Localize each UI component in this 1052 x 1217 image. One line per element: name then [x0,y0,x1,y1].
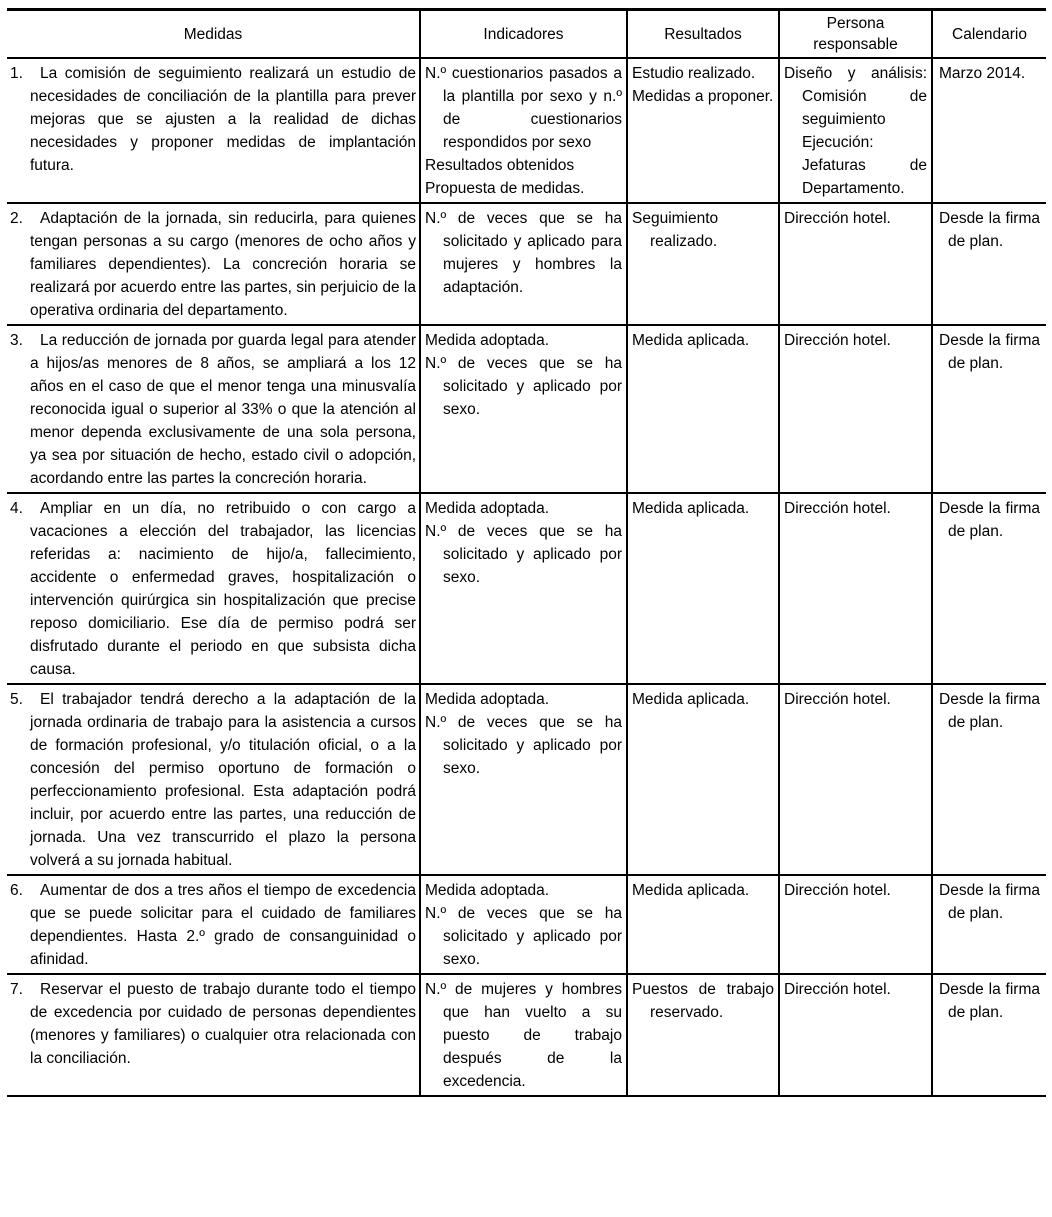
measures-table [7,8,1046,1097]
measure-paragraph [10,497,416,681]
column-header-resultados: Resultados [627,10,779,59]
column-header-calendario: Calendario [932,10,1046,59]
cell-persona-responsable [779,203,932,325]
indicator-item: Resultados obtenidos [425,157,575,174]
responsible-item: Dirección hotel. [784,332,891,349]
cell-calendario [932,684,1046,875]
indicator-item: Medida adoptada. [425,691,550,708]
cell-calendario [932,325,1046,493]
result-item: Medida aplicada. [632,500,750,517]
indicator-item: N.º de veces que se ha solicitado y aplicado por sexo. [425,905,622,968]
cell-resultados [627,493,779,684]
table-row [7,58,1046,203]
cell-indicadores [420,203,627,325]
cell-resultados [627,875,779,974]
cell-medidas [7,493,420,684]
cell-persona-responsable [779,974,932,1096]
cell-medidas [7,203,420,325]
cell-resultados [627,203,779,325]
column-header-medidas: Medidas [183,25,243,43]
cell-calendario [932,875,1046,974]
result-item: Puestos de trabajo reservado. [632,981,774,1021]
indicator-item: N.º de veces que se ha solicitado y aplicado para mujeres y hombres la adaptación. [425,210,622,296]
measure-paragraph [10,688,416,872]
cell-indicadores [420,684,627,875]
calendar-item: Desde la firma de plan. [939,691,1040,731]
result-item: Medida aplicada. [632,882,750,899]
responsible-item: Dirección hotel. [784,882,891,899]
measure-text: La comisión de seguimiento realizará un estudio de necesidades de conciliación de la plantilla para prever mejoras que se ajusten a la realidad de dichas necesidades y proponer medidas de implantación futura. [30,65,416,174]
indicator-item: N.º de veces que se ha solicitado y aplicado por sexo. [425,714,622,777]
cell-calendario [932,58,1046,203]
responsible-item: Dirección hotel. [784,500,891,517]
cell-medidas [7,875,420,974]
measure-text: La reducción de jornada por guarda legal para atender a hijos/as menores de 8 años, se ampliará a los 12 años en el caso de que el menor tenga una minusvalía reconocida igual o superior al 33% o que la atención al menor dependa exclusivamente de una sola persona, ya sea por situación de hecho, estado civil o adopción, acordando entre las partes la concreción horaria. [30,332,416,487]
measure-paragraph [10,207,416,322]
cell-medidas [7,974,420,1096]
cell-calendario [932,493,1046,684]
measure-paragraph [10,978,416,1070]
measure-number: 2. [10,210,23,227]
column-header-persona-responsable: Persona responsable [779,10,932,59]
cell-resultados [627,684,779,875]
measure-text: Reservar el puesto de trabajo durante todo el tiempo de excedencia por cuidado de personas dependientes (menores y familiares) o cualquier otra relacionada con la conciliación. [30,981,416,1067]
cell-medidas [7,325,420,493]
cell-resultados [627,974,779,1096]
indicator-item: N.º de veces que se ha solicitado y aplicado por sexo. [425,523,622,586]
measure-number: 6. [10,882,23,899]
cell-resultados [627,325,779,493]
result-item: Medida aplicada. [632,332,750,349]
result-item: Medida aplicada. [632,691,750,708]
table-row [7,875,1046,974]
column-header-indicadores: Indicadores [420,10,627,59]
cell-persona-responsable [779,325,932,493]
table-row [7,493,1046,684]
measure-paragraph [10,329,416,490]
calendar-item: Desde la firma de plan. [939,981,1040,1021]
cell-persona-responsable [779,684,932,875]
calendar-item: Desde la firma de plan. [939,500,1040,540]
cell-medidas [7,58,420,203]
cell-medidas [7,684,420,875]
result-item: Estudio realizado. [632,65,756,82]
cell-calendario [932,203,1046,325]
measure-number: 5. [10,691,23,708]
table-row [7,974,1046,1096]
calendar-item: Desde la firma de plan. [939,210,1040,250]
indicator-item: Medida adoptada. [425,882,550,899]
table-row [7,203,1046,325]
indicator-item: Medida adoptada. [425,500,550,517]
measure-paragraph [10,879,416,971]
measure-number: 7. [10,981,23,998]
indicator-item: N.º cuestionarios pasados a la plantilla por sexo y n.º de cuestionarios respondidos por sexo [425,65,622,151]
measure-number: 3. [10,332,23,349]
cell-persona-responsable [779,58,932,203]
measure-paragraph [10,62,416,177]
calendar-item: Desde la firma de plan. [939,332,1040,372]
table-row [7,684,1046,875]
measure-text: Aumentar de dos a tres años el tiempo de excedencia que se puede solicitar para el cuidado de familiares dependientes. Hasta 2.º grado de consanguinidad o afinidad. [30,882,416,968]
table-row [7,325,1046,493]
cell-indicadores [420,58,627,203]
indicator-item: N.º de mujeres y hombres que han vuelto a su puesto de trabajo después de la excedencia. [425,981,622,1090]
result-item: Medidas a proponer. [632,88,774,105]
cell-calendario [932,974,1046,1096]
measure-text: Ampliar en un día, no retribuido o con cargo a vacaciones a elección del trabajador, las licencias referidas a: nacimiento de hijo/a, fallecimiento, accidente o enfermedad graves, hospitalización o intervención quirúrgica sin hospitalización que precise reposo domiciliario. Ese día de permiso podrá ser disfrutado durante el periodo en que subsista dicha causa. [30,500,416,678]
calendar-item: Marzo 2014. [939,65,1026,82]
cell-resultados [627,58,779,203]
measure-text: El trabajador tendrá derecho a la adaptación de la jornada ordinaria de trabajo para la asistencia a cursos de formación profesional, y/o titulación oficial, o a la concesión del permiso oportuno de formación o perfeccionamiento profesional. Esta adaptación podrá incluir, por acuerdo entre las partes, una reducción de jornada. Una vez transcurrido el plazo la persona volverá a su jornada habitual. [30,691,416,869]
header-row [7,10,1046,59]
cell-indicadores [420,493,627,684]
responsible-item: Dirección hotel. [784,691,891,708]
responsible-item: Diseño y análisis: Comisión de seguimiento Ejecución: Jefaturas de Departamento. [784,65,927,197]
cell-indicadores [420,974,627,1096]
responsible-item: Dirección hotel. [784,210,891,227]
cell-persona-responsable [779,493,932,684]
calendar-item: Desde la firma de plan. [939,882,1040,922]
indicator-item: Propuesta de medidas. [425,180,585,197]
cell-indicadores [420,325,627,493]
cell-persona-responsable [779,875,932,974]
measure-text: Adaptación de la jornada, sin reducirla, para quienes tengan personas a su cargo (menores de ocho años y familiares dependientes). La concreción horaria se realizará por acuerdo entre las partes, sin perjuicio de la operativa ordinaria del departamento. [30,210,416,319]
cell-indicadores [420,875,627,974]
result-item: Seguimiento realizado. [632,210,719,250]
indicator-item: N.º de veces que se ha solicitado y aplicado por sexo. [425,355,622,418]
indicator-item: Medida adoptada. [425,332,550,349]
measure-number: 4. [10,500,23,517]
responsible-item: Dirección hotel. [784,981,891,998]
measure-number: 1. [10,65,23,82]
